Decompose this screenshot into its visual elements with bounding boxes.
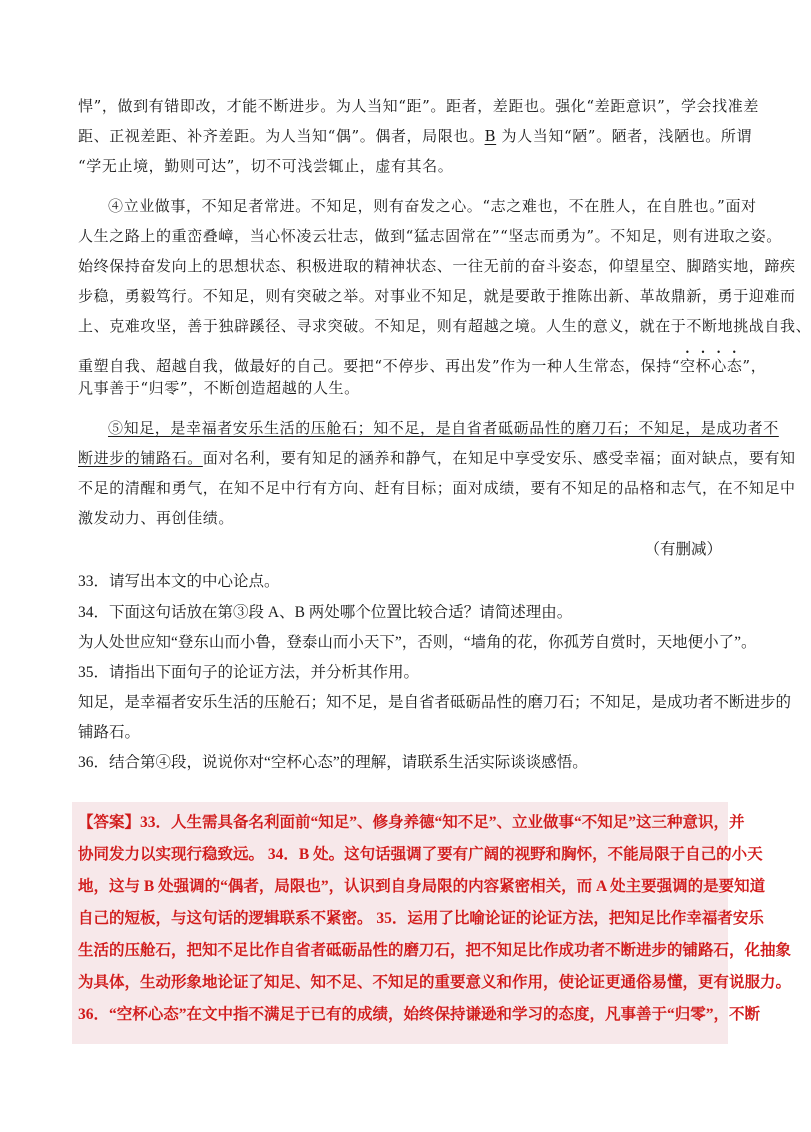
passage-text: 面对名利，要有知足的涵养和静气，在知足中享受安乐、感受幸福；面对缺点，要有知: [202, 449, 796, 467]
question-33: 33．请写出本文的中心论点。: [78, 573, 280, 590]
answer-line: 为具体，生动形象地论证了知足、知不足、不知足的重要意义和作用，使论证更通俗易懂，更有说服力。: [78, 974, 792, 991]
answer-line: 地，这与 B 处强调的“偶者，局限也”，认识到自身局限的内容紧密相关，而 A 处主要强调的是要知道: [78, 878, 766, 895]
passage-text: 距、正视差距、补齐差距。为人当知“偶”。偶者，局限也。: [78, 127, 485, 145]
paragraph-5-underlined: ⑤知足，是幸福者安乐生活的压舱石；知不足，是自省者砥砺品性的磨刀石；不知足，是成功者不: [108, 419, 779, 437]
question-36: 36．结合第④段，说说你对“空杯心态”的理解，请联系生活实际谈谈感悟。: [78, 754, 588, 771]
passage-line: 步稳，勇毅笃行。不知足，则有突破之举。对事业不知足，就是要敢于推陈出新、革故鼎新，勇于迎难而: [78, 287, 796, 305]
underlined-sentence-end: 断进步的铺路石。: [78, 449, 203, 467]
passage-line: 人生之路上的重峦叠嶂，当心怀凌云壮志，做到“猛志固常在”“坚志而勇为”。不知足，则有进取之姿。: [78, 227, 782, 245]
passage-line: [78, 348, 767, 376]
question-34-sentence: 为人处世应知“登东山而小鲁，登泰山而小天下”，否则，“墙角的花，你孤芳自赏时，天地便小了”。: [78, 634, 757, 651]
answer-line: 36．“空杯心态”在文中指不满足于已有的成绩，始终保持谦逊和学习的态度，凡事善于“归零”，不断: [78, 1006, 761, 1023]
question-35-sentence: 知足，是幸福者安乐生活的压舱石；知不足，是自省者砥砺品性的磨刀石；不知足，是成功者不断进步的: [78, 694, 792, 711]
passage-line: 不足的清醒和勇气，在知不足中行有方向、赶有目标；面对成绩，要有不知足的品格和志气，在不知足中: [78, 479, 796, 497]
passage-line: [78, 126, 753, 146]
question-35-sentence: 铺路石。: [78, 724, 141, 741]
passage-line: 始终保持奋发向上的思想状态、积极进取的精神状态、一往无前的奋斗姿态，仰望星空、脚踏实地，蹄疾: [78, 257, 796, 275]
edit-note: （有删减）: [644, 541, 722, 558]
passage-line: 悍”，做到有错即改，才能不断进步。为人当知“距”。距者，差距也。强化“差距意识”，学会找准差: [78, 97, 759, 115]
paragraph-4-start: ④立业做事，不知足者常进。不知足，则有奋发之心。“志之难也，不在胜人，在自胜也。”面对: [108, 197, 757, 215]
answer-line: 协同发力以实现行稳致远。 34．B 处。这句话强调了要有广阔的视野和胸怀，不能局限于自己的小天: [78, 846, 763, 863]
answer-label: 【答案】: [78, 814, 141, 831]
passage-line: [78, 448, 796, 468]
passage-line: 上、克难攻坚，善于独辟蹊径、寻求突破。不知足，则有超越之境。人生的意义，就在于不断地挑战自我、: [78, 317, 811, 335]
blank-b-marker: B: [484, 127, 497, 145]
passage-text: 重塑自我、超越自我，做最好的自己。要把“不停步、再出发”作为一种人生常态，保持“: [78, 357, 681, 375]
passage-text: 为人当知“陋”。陋者，浅陋也。所谓: [496, 127, 753, 145]
answer-line: 生活的压舱石，把知不足比作自省者砥砺品性的磨刀石，把不知足比作成功者不断进步的铺路石，化抽象: [78, 942, 792, 959]
answer-line: 自己的短板，与这句话的逻辑联系不紧密。 35．运用了比喻论证的论证方法，把知足比作幸福者安乐: [78, 910, 764, 927]
passage-line: 凡事善于“归零”，不断创造超越的人生。: [78, 379, 360, 397]
question-34: 34．下面这句话放在第③段 A、B 两处哪个位置比较合适？请简述理由。: [78, 604, 573, 621]
passage-line: 激发动力、再创佳绩。: [78, 509, 235, 527]
passage-line: “学无止境，勤则可达”，切不可浅尝辄止，虚有其名。: [78, 157, 454, 175]
question-35: 35．请指出下面句子的论证方法，并分析其作用。: [78, 664, 420, 681]
passage-text: ”，: [742, 357, 767, 375]
answer-line: [78, 813, 745, 833]
answer-text: 33．人生需具备名利面前“知足”、修身养德“知不足”、立业做事“不知足”这三种意识，并: [140, 814, 745, 831]
emphasized-phrase: 空杯心态: [680, 357, 743, 375]
